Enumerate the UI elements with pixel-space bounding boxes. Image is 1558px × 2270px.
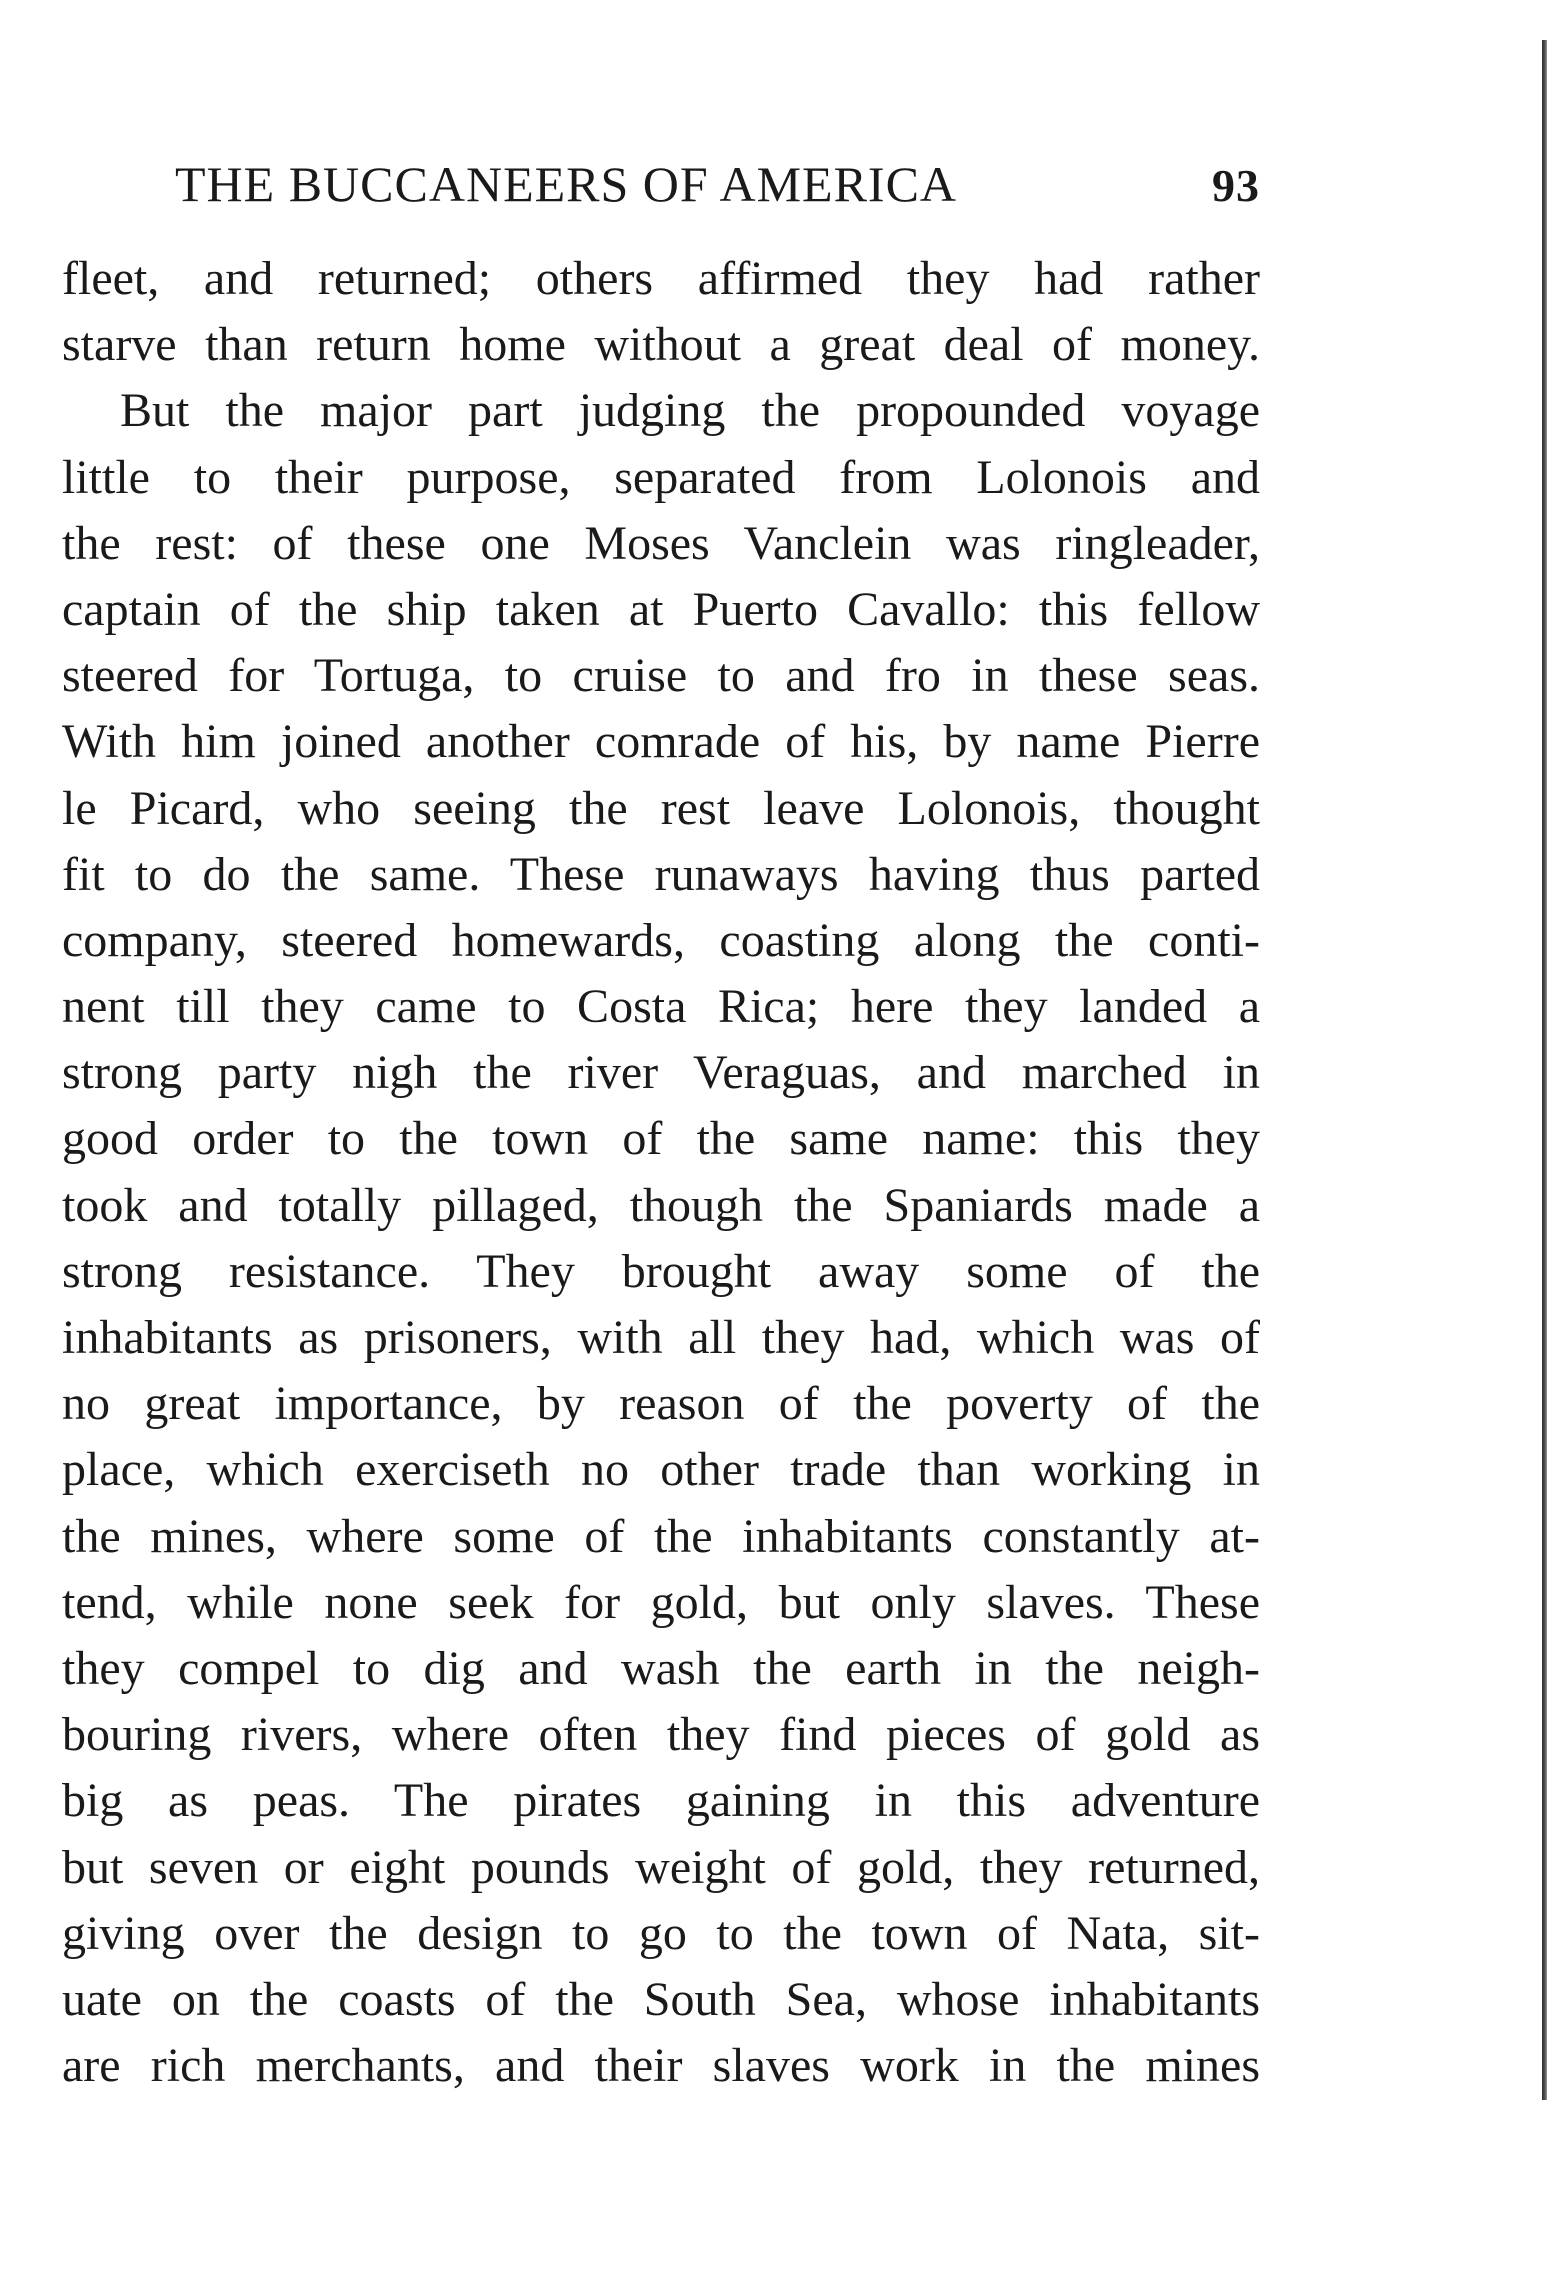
text-line: are rich merchants, and their slaves work in the mines <box>62 2039 1260 2093</box>
text-line: captain of the ship taken at Puerto Cavallo: this fellow <box>62 582 1260 636</box>
paragraph-start-line: But the major part judging the propounded voyage <box>120 384 1260 438</box>
page-number: 93 <box>1212 160 1260 211</box>
text-line: good order to the town of the same name: this they <box>62 1112 1260 1166</box>
text-line: they compel to dig and wash the earth in the neigh- <box>62 1641 1260 1695</box>
text-line: bouring rivers, where often they find pieces of gold as <box>62 1708 1260 1762</box>
body-text <box>62 246 1260 2099</box>
text-line: strong resistance. They brought away some of the <box>62 1244 1260 1298</box>
text-line: inhabitants as prisoners, with all they had, which was of <box>62 1311 1260 1364</box>
text-line: big as peas. The pirates gaining in this adventure <box>62 1774 1260 1828</box>
text-line: le Picard, who seeing the rest leave Lolonois, thought <box>62 781 1260 835</box>
text-line: giving over the design to go to the town of Nata, sit- <box>62 1906 1260 1960</box>
text-line: place, which exerciseth no other trade than working in <box>62 1443 1260 1497</box>
text-line: no great importance, by reason of the poverty of the <box>62 1377 1260 1431</box>
text-line: nent till they came to Costa Rica; here they landed a <box>62 980 1260 1034</box>
text-line: company, steered homewards, coasting along the conti- <box>62 913 1260 967</box>
running-head <box>175 155 1260 225</box>
text-line: little to their purpose, separated from Lolonois and <box>62 450 1260 504</box>
text-line: took and totally pillaged, though the Spaniards made a <box>62 1178 1260 1232</box>
running-title: THE BUCCANEERS OF AMERICA <box>175 156 958 212</box>
text-line: fit to do the same. These runaways having thus parted <box>62 847 1260 901</box>
text-line: fleet, and returned; others affirmed they had rather <box>62 252 1260 305</box>
text-line: the rest: of these one Moses Vanclein was ringleader, <box>62 516 1260 570</box>
text-line: With him joined another comrade of his, by name Pierre <box>62 715 1260 769</box>
text-line: uate on the coasts of the South Sea, whose inhabitants <box>62 1972 1260 2026</box>
text-line: the mines, where some of the inhabitants constantly at- <box>62 1509 1260 1563</box>
page-edge-line <box>1542 40 1547 2100</box>
text-line: starve than return home without a great deal of money. <box>62 318 1260 372</box>
text-line: steered for Tortuga, to cruise to and fro in these seas. <box>62 649 1260 703</box>
text-line: strong party nigh the river Veraguas, and marched in <box>62 1046 1260 1100</box>
text-line: but seven or eight pounds weight of gold, they returned, <box>62 1840 1260 1894</box>
text-line: tend, while none seek for gold, but only slaves. These <box>62 1575 1260 1629</box>
